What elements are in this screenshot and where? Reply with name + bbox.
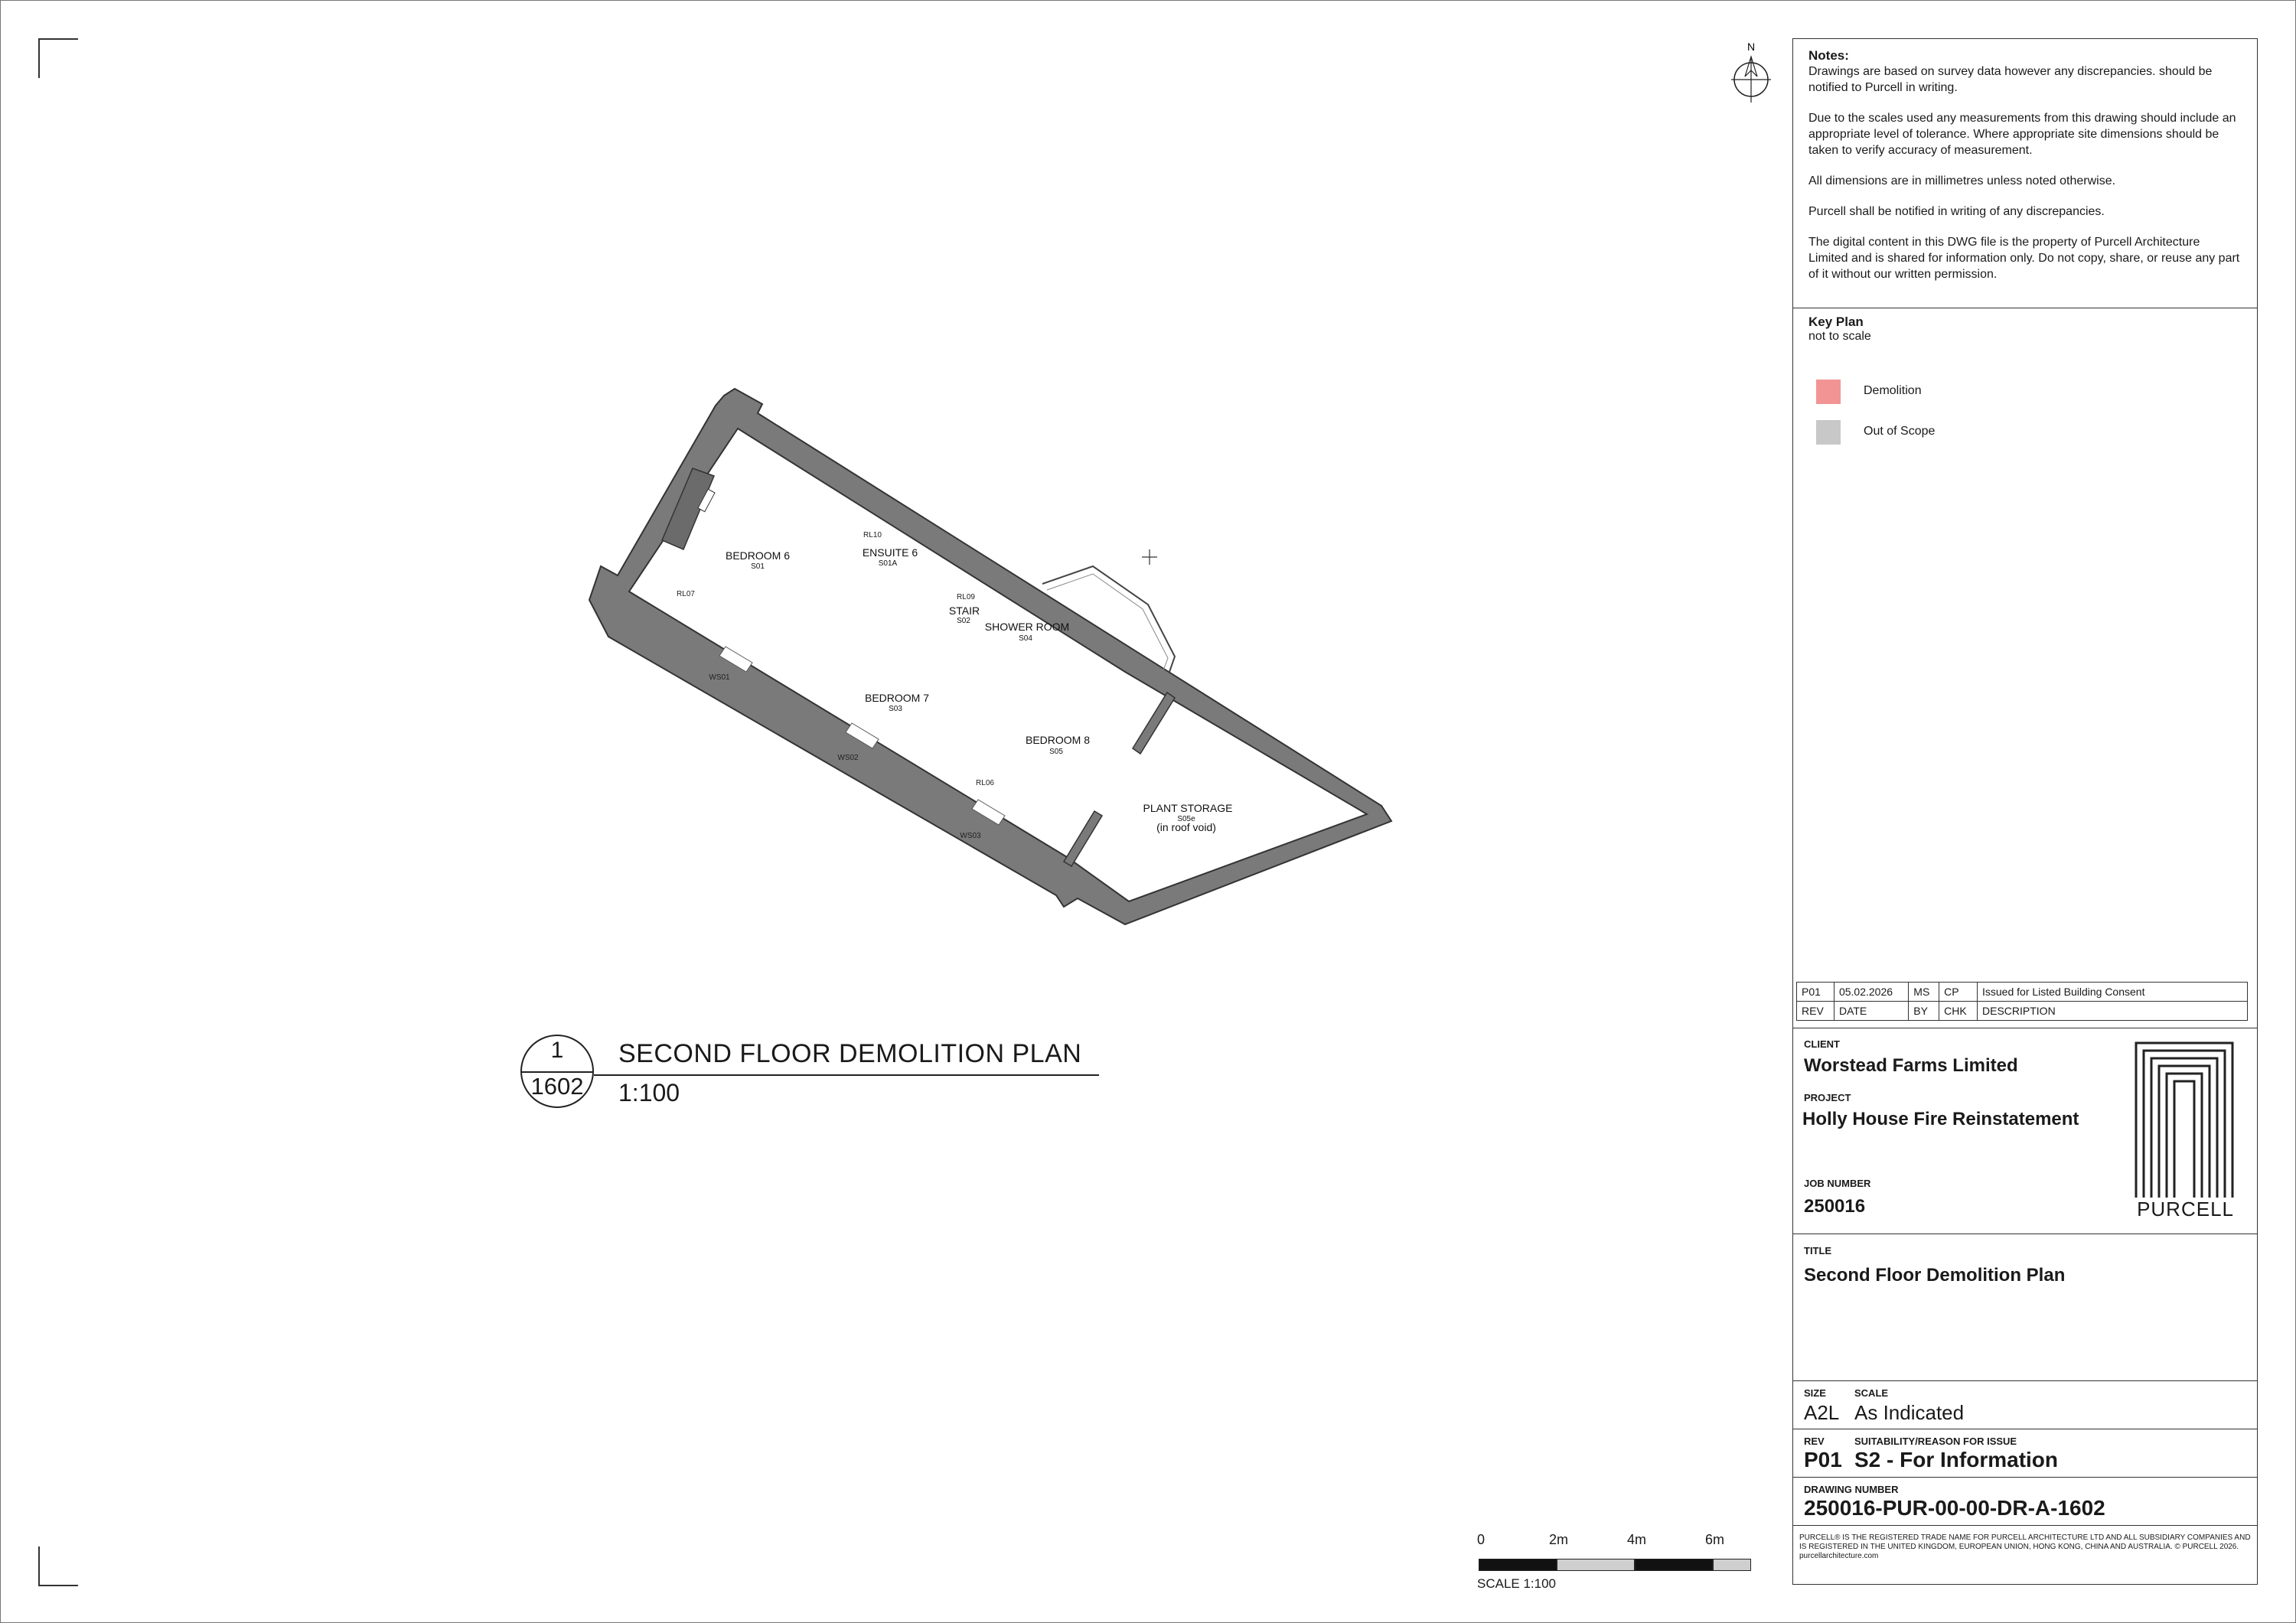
room-code: S05e bbox=[1177, 815, 1195, 823]
fineprint-section bbox=[1793, 1526, 2257, 1584]
table-header-cell: REV bbox=[1797, 1002, 1835, 1021]
drawing-scale: 1:100 bbox=[618, 1079, 680, 1106]
size-value: A2L bbox=[1804, 1401, 1840, 1424]
size-scale-section bbox=[1793, 1381, 2257, 1429]
table-header-cell: BY bbox=[1909, 1002, 1939, 1021]
drawing-sheet-ref: 1602 bbox=[530, 1073, 584, 1100]
note-paragraph: Drawings are based on survey data however any discrepancies. should be notified to Purcell in writing. bbox=[1808, 65, 2213, 94]
tag-label: RL07 bbox=[677, 590, 695, 598]
suitability-value: S2 - For Information bbox=[1854, 1448, 2058, 1471]
tag-label: WS02 bbox=[837, 754, 859, 762]
drawing-title-block bbox=[520, 1033, 1102, 1125]
tag-label: RL06 bbox=[976, 779, 994, 787]
note-paragraph: Purcell shall be notified in writing of any discrepancies. bbox=[1808, 205, 2105, 218]
trademark-fineprint: PURCELL® IS THE REGISTERED TRADE NAME FOR PURCELL ARCHITECTURE LTD AND ALL SUBSIDIARY COMPANIES AND IS REGISTERED IN THE UNITED KINGDOM, EUROPEAN UNION, HONG KONG, CHINA AND AUSTRALIA. © PURCELL 2026. purcellarchitecture.com bbox=[1799, 1533, 2251, 1560]
room-name: BEDROOM 8 bbox=[1025, 734, 1091, 746]
job-number: 250016 bbox=[1804, 1196, 1866, 1217]
purcell-wordmark: PURCELL bbox=[2137, 1198, 2234, 1221]
title-section bbox=[1793, 1234, 2257, 1381]
key-plan-title: Key Plan bbox=[1808, 314, 1864, 329]
suitability-label: SUITABILITY/REASON FOR ISSUE bbox=[1854, 1436, 2017, 1447]
client-project-section bbox=[1793, 1028, 2257, 1234]
key-plan-section bbox=[1793, 308, 2257, 1028]
room-name: PLANT STORAGE bbox=[1143, 802, 1233, 814]
room-code: S01A bbox=[878, 559, 898, 568]
rev-value: P01 bbox=[1804, 1448, 1842, 1471]
partition-plant bbox=[1064, 811, 1102, 866]
title-label: TITLE bbox=[1804, 1245, 1832, 1256]
table-cell: 05.02.2026 bbox=[1834, 983, 1908, 1002]
room-code: S05 bbox=[1049, 748, 1063, 756]
note-paragraph: All dimensions are in millimetres unless noted otherwise. bbox=[1808, 174, 2116, 187]
room-name: STAIR bbox=[948, 605, 980, 617]
room-note: (in roof void) bbox=[1156, 821, 1216, 833]
title-underline bbox=[594, 1074, 1099, 1076]
tag-label: RL10 bbox=[863, 531, 882, 539]
project-label: PROJECT bbox=[1804, 1092, 1851, 1103]
table-cell: MS bbox=[1909, 983, 1939, 1002]
table-cell: P01 bbox=[1797, 983, 1835, 1002]
room-code: S01 bbox=[751, 562, 765, 571]
legend-swatch bbox=[1816, 380, 1841, 404]
room-code: S02 bbox=[957, 617, 970, 625]
scale-bar bbox=[1477, 1532, 1753, 1593]
scale-value: As Indicated bbox=[1854, 1401, 1965, 1424]
drawing-number-section bbox=[1793, 1478, 2257, 1526]
purcell-logo-icon bbox=[2127, 1034, 2242, 1225]
table-header-cell: CHK bbox=[1939, 1002, 1978, 1021]
note-paragraph: Due to the scales used any measurements from this drawing should include an appropriate level of tolerance. Where appropriate site dimensions should be taken to verify accuracy of measurement. bbox=[1808, 112, 2236, 157]
scale-segment bbox=[1479, 1559, 1557, 1571]
rev-suitability-section bbox=[1793, 1429, 2257, 1478]
size-label: SIZE bbox=[1804, 1387, 1826, 1399]
notes-section bbox=[1793, 39, 2257, 308]
scale-segment bbox=[1713, 1559, 1751, 1571]
legend-label: Out of Scope bbox=[1864, 425, 1936, 438]
table-header-row bbox=[1797, 1002, 2248, 1021]
room-code: S03 bbox=[889, 705, 902, 713]
scale-tick-label: 4m bbox=[1627, 1532, 1647, 1547]
table-cell: CP bbox=[1939, 983, 1978, 1002]
rev-label: REV bbox=[1804, 1436, 1825, 1447]
client-name: Worstead Farms Limited bbox=[1804, 1055, 2018, 1076]
scale-tick-label: 0 bbox=[1477, 1532, 1486, 1547]
partition-bedroom8 bbox=[1133, 693, 1175, 754]
legend-label: Demolition bbox=[1864, 384, 1922, 397]
scale-tick-label: 2m bbox=[1549, 1532, 1569, 1547]
title-block bbox=[1792, 38, 2258, 1585]
table-header-cell: DESCRIPTION bbox=[1978, 1002, 2248, 1021]
drawing-number-value: 250016-PUR-00-00-DR-A-1602 bbox=[1804, 1496, 2105, 1520]
key-plan-subtitle: not to scale bbox=[1808, 330, 1871, 343]
table-header-cell: DATE bbox=[1834, 1002, 1908, 1021]
room-name: BEDROOM 7 bbox=[864, 692, 930, 704]
room-name: ENSUITE 6 bbox=[862, 546, 918, 559]
tag-label: RL09 bbox=[957, 593, 975, 601]
scale-caption: SCALE 1:100 bbox=[1477, 1576, 1557, 1591]
building-walls bbox=[589, 389, 1391, 924]
job-number-label: JOB NUMBER bbox=[1804, 1178, 1871, 1189]
scale-label: SCALE bbox=[1854, 1387, 1889, 1399]
notes-title: Notes: bbox=[1808, 48, 1849, 63]
revision-table bbox=[1796, 982, 2248, 1021]
scale-segment bbox=[1557, 1559, 1635, 1571]
drawing-number-label: DRAWING NUMBER bbox=[1804, 1484, 1899, 1495]
note-paragraph: The digital content in this DWG file is the property of Purcell Architecture Limited and is shared for information only. Do not copy, share, or reuse any part of it without our written permission. bbox=[1808, 236, 2240, 281]
table-row bbox=[1797, 983, 2248, 1002]
drawing-number: 1 bbox=[550, 1038, 564, 1063]
tag-label: WS03 bbox=[960, 832, 981, 840]
sheet-title: Second Floor Demolition Plan bbox=[1804, 1265, 2066, 1286]
scale-tick-label: 6m bbox=[1705, 1532, 1725, 1547]
drawing-title: SECOND FLOOR DEMOLITION PLAN bbox=[618, 1039, 1082, 1068]
room-name: BEDROOM 6 bbox=[725, 549, 791, 562]
legend-swatch bbox=[1816, 420, 1841, 445]
north-label: N bbox=[1746, 41, 1756, 53]
tag-label: WS01 bbox=[709, 673, 730, 682]
table-cell: Issued for Listed Building Consent bbox=[1978, 983, 2248, 1002]
client-label: CLIENT bbox=[1804, 1038, 1840, 1050]
project-name: Holly House Fire Reinstatement bbox=[1802, 1109, 2079, 1129]
room-code: S04 bbox=[1019, 634, 1032, 643]
scale-segment bbox=[1635, 1559, 1713, 1571]
room-name: SHOWER ROOM bbox=[984, 621, 1070, 633]
